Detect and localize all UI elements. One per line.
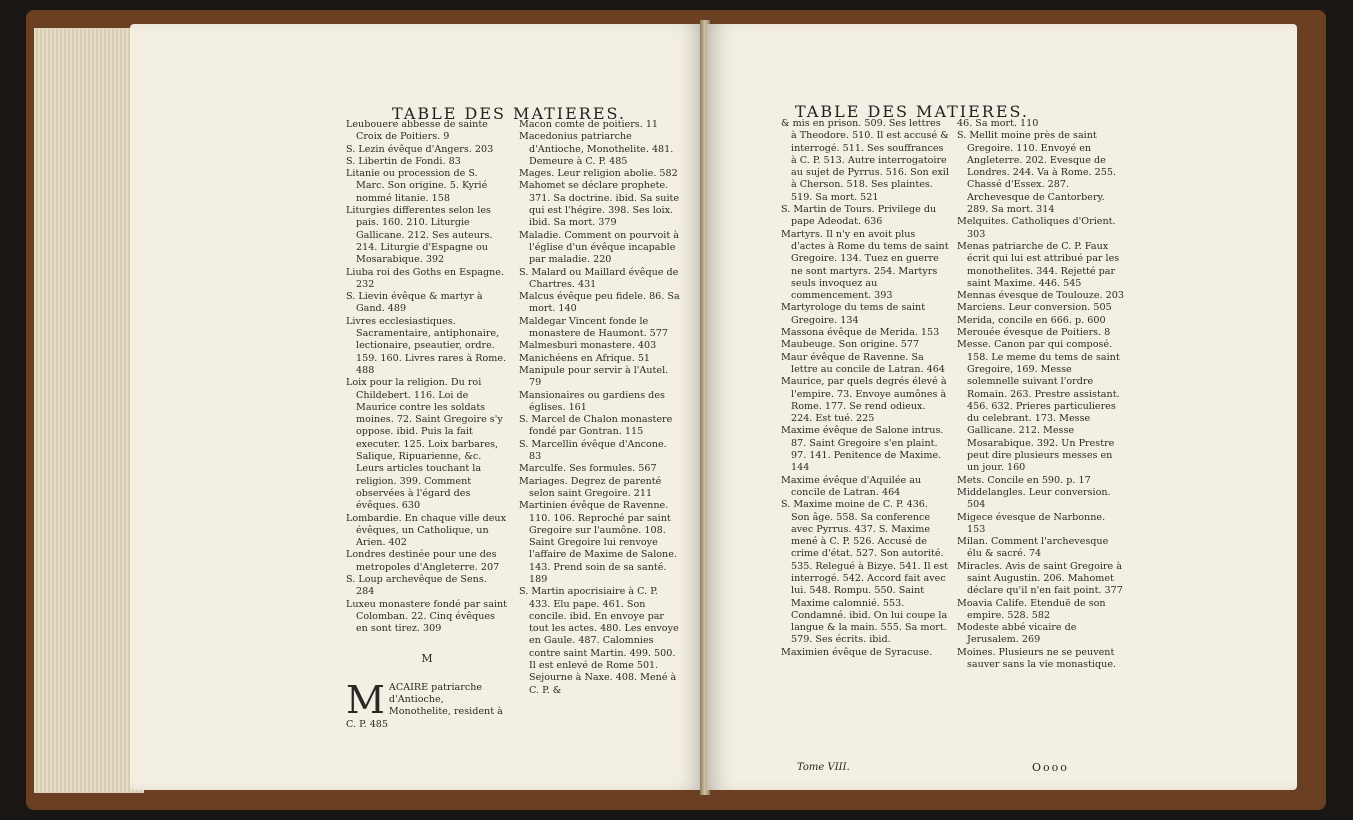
drop-cap: M: [346, 677, 385, 722]
index-entry: Mansionaires ou gardiens des églises. 161: [519, 389, 665, 413]
index-entry: Leubouere abbesse de sainte Croix de Poitiers. 9: [346, 119, 488, 143]
index-entry: Liturgies differentes selon les pais. 160. 210. Liturgie Gallicane. 212. Ses auteurs. 214. Liturgie d'Espagne ou Mosarabique. 392: [346, 205, 493, 266]
index-entry: Merida, concile en 666. p. 600: [957, 314, 1106, 326]
index-entry: Moines. Plusieurs ne se peuvent sauver sans la vie monastique.: [957, 646, 1117, 671]
index-entry: Messe. Canon par qui composé. 158. Le meme du tems de saint Gregoire, 169. Messe solemnelle suivant l'ordre Romain. 263. Prestre assistant. 456. 632. Prieres particulieres du celebrant. 173. Messe Gallicane. 212. Messe Mosarabique. 392. Un Prestre peut dire plusieurs messes en un jour. 160: [957, 339, 1120, 474]
index-entry: Menas patriarche de C. P. Faux écrit qui lui est attribué par les monothelites. 344. Rejetté par saint Maxime. 446. 545: [957, 240, 1120, 289]
index-entry: Mennas évesque de Toulouze. 203: [957, 290, 1124, 302]
signature-mark: Oooo: [1032, 761, 1069, 774]
index-entry: Maur évêque de Ravenne. Sa lettre au concile de Latran. 464: [781, 351, 945, 375]
index-entry: Mariages. Degrez de parenté selon saint Gregoire. 211: [519, 475, 662, 499]
index-entry: Londres destinée pour une des metropoles d'Angleterre. 207: [346, 549, 500, 573]
index-entry: Massona évêque de Merida. 153: [781, 327, 940, 339]
index-entry: Middelangles. Leur conversion. 504: [957, 486, 1111, 511]
index-entry: Melquites. Catholiques d'Orient. 303: [957, 216, 1116, 240]
left-page-header: TABLE DES MATIERES.: [392, 104, 626, 123]
index-entry: Modeste abbé vicaire de Jerusalem. 269: [957, 622, 1077, 646]
page-edges: [34, 28, 144, 793]
index-entry: Livres ecclesiastiques. Sacramentaire, antiphonaire, lectionaire, pseautier, ordre. 159. 160. Livres rares à Rome. 488: [346, 315, 507, 376]
index-entry: Milan. Comment l'archevesque élu & sacré. 74: [957, 536, 1109, 560]
index-entry: Lombardie. En chaque ville deux évêques, un Catholique, un Arien. 402: [346, 512, 506, 549]
index-entry: S. Loup archevêque de Sens. 284: [346, 573, 487, 598]
index-entry: Martyrologe du tems de saint Gregoire. 134: [781, 302, 926, 326]
section-letter: M: [421, 652, 433, 666]
index-entry: Martyrs. Il n'y en avoit plus d'actes à Rome du tems de saint Gregoire. 134. Tuez en guerre ne sont martyrs. 254. Martyrs seuls invoquez au commencement. 393: [781, 228, 949, 302]
index-column-2: [519, 119, 681, 697]
index-entry: S. Maxime moine de C. P. 436. Son âge. 558. Sa conference avec Pyrrus. 437. S. Maxime mené à C. P. 526. Accusé de crime d'état. 527. Son autorité. 535. Relegué à Bizye. 541. Il est interrogé. 542. Accord fait avec lui. 548. Rompu. 550. Saint Maxime calomnié. 553. Condamné. ibid. On lui coupe la langue & la main. 555. Sa mort. 579. Ses écrits. ibid.: [781, 499, 949, 646]
index-entry: Malcus évêque peu fidele. 86. Sa mort. 140: [519, 291, 680, 315]
index-entry: S. Libertin de Fondi. 83: [346, 155, 461, 167]
index-entry: Migece évesque de Narbonne. 153: [957, 511, 1106, 535]
right-page: [707, 24, 1297, 790]
index-entry: Maximien évêque de Syracuse.: [781, 646, 933, 658]
index-entry: Manipule pour servir à l'Autel. 79: [519, 364, 669, 389]
index-entry: Macon comte de poitiers. 11: [519, 119, 659, 130]
index-entry: Maxime évêque d'Aquilée au concile de Latran. 464: [781, 474, 922, 498]
index-entry: Malmesburi monastere. 403: [519, 340, 657, 352]
index-entry: S. Marcel de Chalon monastere fondé par Gontran. 115: [519, 414, 673, 438]
index-entry: Mets. Concile en 590. p. 17: [957, 474, 1091, 486]
index-entry: S. Martin apocrisiaire à C. P. 433. Elu pape. 461. Son concile. ibid. En envoye par tout les actes. 480. Les envoye en Gaule. 487. Calomnies contre saint Martin. 499. 500. Il est enlevé de Rome 501. Sejourne à Naxe. 408. Mené à C. P. &: [519, 586, 679, 696]
index-entry: Marculfe. Ses formules. 567: [519, 463, 657, 475]
index-entry: S. Martin de Tours. Privilege du pape Adeodat. 636: [781, 204, 937, 228]
index-entry: S. Lievin évêque & martyr à Gand. 489: [346, 291, 483, 315]
index-entry: S. Lezin évêque d'Angers. 203: [346, 143, 494, 155]
index-entry: Martinien évêque de Ravenne. 110. 106. Reproché par saint Gregoire sur l'aumône. 108. Saint Gregoire lui renvoye l'affaire de Maxime de Salone. 143. Prend soin de sa santé. 189: [519, 500, 677, 585]
index-entry: S. Mellit moine près de saint Gregoire. 110. Envoyé en Angleterre. 202. Evesque de Londres. 244. Va à Rome. 255. Chassé d'Essex. 287. Archevesque de Cantorbery. 289. Sa mort. 314: [957, 130, 1116, 216]
left-page: [130, 24, 705, 790]
index-entry: S. Malard ou Maillard évêque de Chartres. 431: [519, 266, 679, 290]
index-entry: Merouée évesque de Poitiers. 8: [957, 327, 1111, 339]
index-entry: Mahomet se déclare prophete. 371. Sa doctrine. ibid. Sa suite qui est l'hégire. 398. Ses loix. ibid. Sa mort. 379: [519, 180, 680, 229]
volume-footer: Tome VIII.: [797, 762, 850, 773]
index-column-1: [346, 119, 508, 731]
index-entry: Moavia Calife. Etenduë de son empire. 528. 582: [957, 597, 1106, 621]
index-entry: S. Marcellin évêque d'Ancone. 83: [519, 438, 667, 463]
macaire-entry: ACAIRE patriarche d'Antioche, Monothelite, resident à C. P. 485: [346, 681, 503, 730]
index-entry: Litanie ou procession de S. Marc. Son origine. 5. Kyrié nommé litanie. 158: [346, 168, 488, 204]
index-entry: Maladie. Comment on pourvoit à l'église d'un évêque incapable par maladie. 220: [519, 229, 679, 266]
index-entry: Maubeuge. Son origine. 577: [781, 339, 920, 351]
first-m-entry: [346, 677, 508, 731]
index-entry: Liuba roi des Goths en Espagne. 232: [346, 266, 504, 290]
index-entry: Miracles. Avis de saint Gregoire à saint Augustin. 206. Mahomet déclare qu'il n'en fait point. 377: [957, 560, 1123, 597]
index-entry: Maxime évêque de Salone intrus. 87. Saint Gregoire s'en plaint. 97. 141. Penitence de Maxime. 144: [781, 425, 944, 474]
index-entry: 46. Sa mort. 110: [957, 118, 1039, 129]
index-entry: Luxeu monastere fondé par saint Colomban. 22. Cinq évêques en sont tirez. 309: [346, 598, 508, 635]
index-entry: Maldegar Vincent fonde le monastere de Haumont. 577: [519, 315, 668, 340]
index-column-3: [781, 118, 949, 659]
index-entry: Marciens. Leur conversion. 505: [957, 302, 1112, 314]
index-entry: Mages. Leur religion abolie. 582: [519, 168, 678, 180]
right-page-header: TABLE DES MATIERES.: [795, 102, 1029, 121]
index-entry: Manichéens en Afrique. 51: [519, 352, 651, 364]
index-entry: Maurice, par quels degrés élevé à l'empire. 73. Envoye aumônes à Rome. 177. Se rend odieux. 224. Est tué. 225: [781, 376, 947, 425]
index-entry: Macedonius patriarche d'Antioche, Monothelite. 481. Demeure à C. P. 485: [519, 131, 674, 167]
index-entry: & mis en prison. 509. Ses lettres à Theodore. 510. Il est accusé & interrogé. 511. Ses souffrances à C. P. 513. Autre interrogatoire au sujet de Pyrrus. 516. Son exil à Cherson. 518. Ses plaintes. 519. Sa mort. 521: [781, 118, 949, 203]
index-column-4: [957, 118, 1125, 671]
index-entry: Loix pour la religion. Du roi Childebert. 116. Loi de Maurice contre les soldats moines. 72. Saint Gregoire s'y oppose. ibid. Puis la fait executer. 125. Loix barbares, Salique, Ripuarienne, &c. Leurs articles touchant la religion. 399. Comment observées à l'égard des évêques. 630: [346, 377, 503, 512]
